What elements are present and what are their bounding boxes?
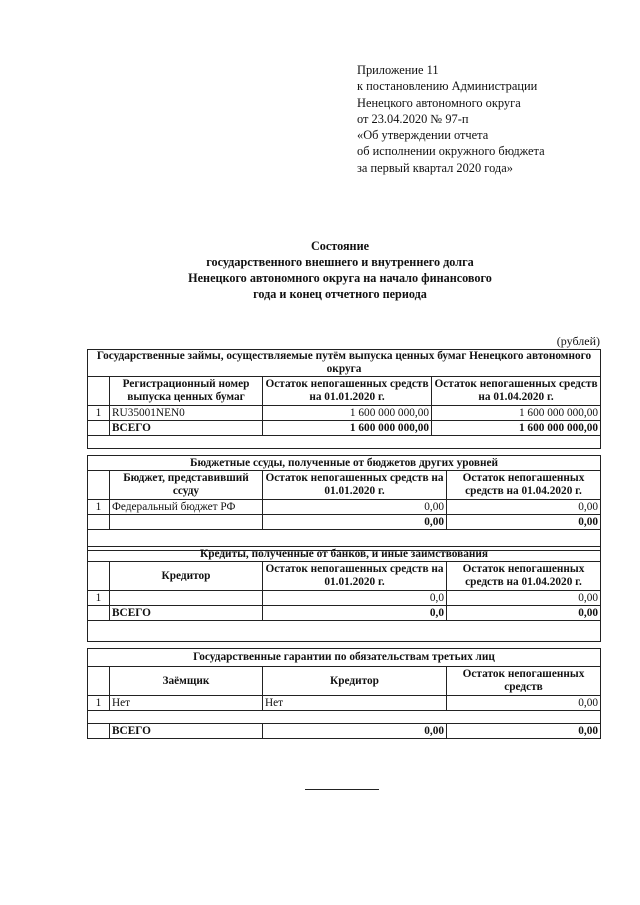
header-cell	[88, 562, 110, 591]
row-name	[110, 591, 263, 606]
annex-line: «Об утверждении отчета	[357, 128, 489, 143]
title-line: государственного внешнего и внутреннего долга	[206, 255, 474, 269]
guarantees-table	[87, 648, 601, 739]
header-cell: Остаток непогашенных средств на 01.04.2020 г.	[447, 562, 601, 591]
annex-line: Приложение 11	[357, 63, 439, 77]
title-line: года и конец отчетного периода	[253, 287, 427, 301]
header-cell: Бюджет, представивший ссуду	[110, 471, 263, 500]
document-title	[90, 238, 590, 302]
total-start-value: 1 600 000 000,00	[263, 421, 432, 436]
row-creditor: Нет	[263, 696, 447, 711]
total-end-value: 0,00	[447, 606, 601, 621]
spacer-row	[88, 711, 601, 724]
budget-loans-table	[87, 455, 601, 551]
row-name: RU35001NEN0	[110, 406, 263, 421]
row-borrower: Нет	[110, 696, 263, 711]
total-start-value: 0,00	[263, 515, 447, 530]
total-cell	[88, 515, 110, 530]
bank-credits-table	[87, 546, 601, 642]
row-end-value: 0,00	[447, 500, 601, 515]
row-start-value: 0,0	[263, 591, 447, 606]
header-cell: Заёмщик	[110, 667, 263, 696]
row-number: 1	[88, 696, 110, 711]
header-cell: Остаток непогашенных средств на 01.04.2020 г.	[432, 377, 601, 406]
annex-line: от 23.04.2020 № 97-п	[357, 111, 469, 126]
total-cell	[88, 421, 110, 436]
row-start-value: 0,00	[263, 500, 447, 515]
header-cell: Регистрационный номер выпуска ценных бумаг	[110, 377, 263, 406]
total-cell	[88, 724, 110, 739]
header-cell	[88, 377, 110, 406]
section-title: Бюджетные ссуды, полученные от бюджетов других уровней	[88, 456, 601, 471]
total-end-value: 1 600 000 000,00	[432, 421, 601, 436]
annex-block	[357, 62, 627, 176]
total-end-value: 0,00	[447, 724, 601, 739]
annex-line: об исполнении окружного бюджета	[357, 144, 545, 159]
row-number: 1	[88, 500, 110, 515]
spacer-row	[88, 436, 601, 449]
row-start-value: 1 600 000 000,00	[263, 406, 432, 421]
total-label: ВСЕГО	[110, 724, 263, 739]
total-start-value: 0,00	[263, 724, 447, 739]
header-cell	[88, 471, 110, 500]
securities-table	[87, 349, 601, 449]
annex-line: Ненецкого автономного округа	[357, 95, 521, 110]
header-cell	[88, 667, 110, 696]
header-cell: Остаток непогашенных средств на 01.01.2020 г.	[263, 562, 447, 591]
spacer-row	[88, 621, 601, 642]
header-cell: Остаток непогашенных средств на 01.01.2020 г.	[263, 471, 447, 500]
row-name: Федеральный бюджет РФ	[110, 500, 263, 515]
total-label: ВСЕГО	[110, 606, 263, 621]
total-start-value: 0,0	[263, 606, 447, 621]
header-cell: Остаток непогашенных средств	[447, 667, 601, 696]
title-line: Ненецкого автономного округа на начало финансового	[188, 271, 492, 285]
total-cell	[88, 606, 110, 621]
section-title: Кредиты, полученные от банков, и иные заимствования	[88, 547, 601, 562]
header-cell: Кредитор	[263, 667, 447, 696]
title-line: Состояние	[310, 239, 370, 253]
total-end-value: 0,00	[447, 515, 601, 530]
annex-line: к постановлению Администрации	[357, 79, 538, 94]
unit-label: (рублей)	[556, 334, 600, 348]
section-title: Государственные гарантии по обязательствам третьих лиц	[88, 649, 601, 667]
total-label: ВСЕГО	[110, 421, 263, 436]
row-end-value: 0,00	[447, 696, 601, 711]
footer-divider	[305, 789, 379, 790]
header-cell: Остаток непогашенных средств на 01.04.2020 г.	[447, 471, 601, 500]
row-end-value: 0,00	[447, 591, 601, 606]
row-number: 1	[88, 591, 110, 606]
section-title: Государственные займы, осуществляемые путём выпуска ценных бумаг Ненецкого автономного округа	[88, 350, 601, 377]
row-number: 1	[88, 406, 110, 421]
header-cell: Остаток непогашенных средств на 01.01.2020 г.	[263, 377, 432, 406]
row-end-value: 1 600 000 000,00	[432, 406, 601, 421]
header-cell: Кредитор	[110, 562, 263, 591]
total-cell	[110, 515, 263, 530]
annex-line: за первый квартал 2020 года»	[357, 160, 513, 175]
